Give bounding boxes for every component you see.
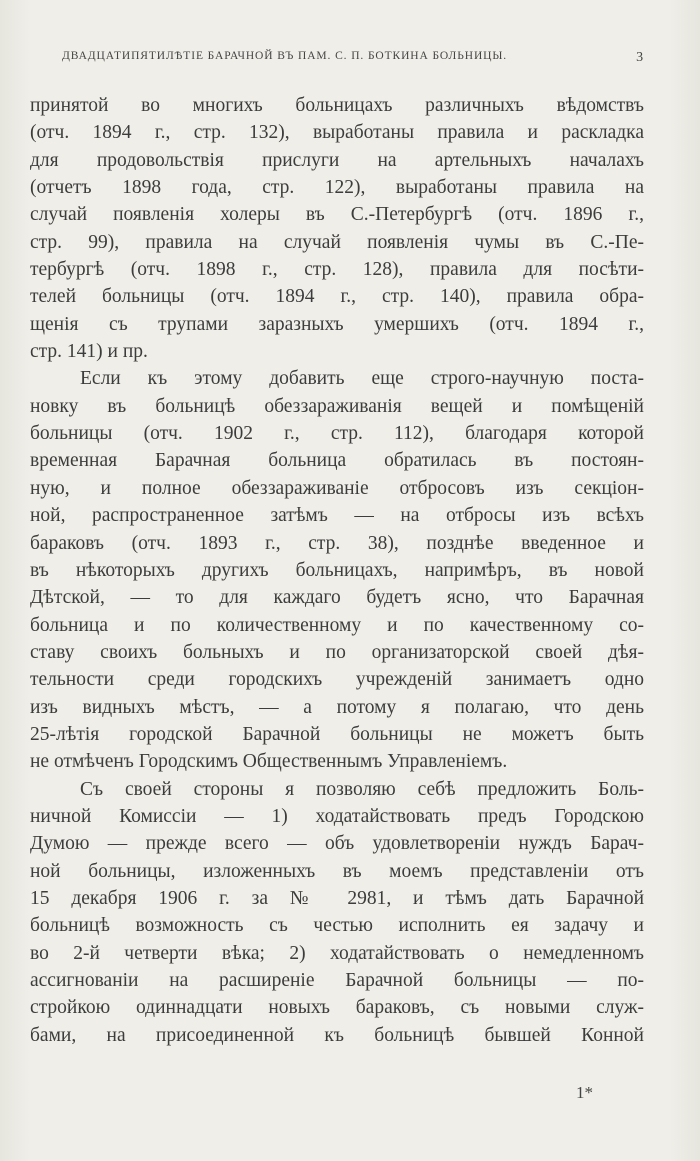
text-line: тельности среди городскихъ учрежденій занимаетъ одно — [30, 669, 644, 691]
text-line: стр. 141) и пр. — [30, 341, 148, 363]
paragraph-first-line: Если къ этому добавить еще строго-научную поста- — [80, 368, 644, 390]
page-header — [62, 50, 644, 70]
text-line: новку въ больницѣ обеззараживанія вещей и помѣщеній — [30, 395, 644, 417]
text-line: во 2-й четверти вѣка; 2) ходатайствовать о немедленномъ — [30, 942, 644, 964]
text-line: 25-лѣтія городской Барачной больницы не можетъ быть — [30, 723, 644, 745]
text-line: ную, и полное обеззараживаніе отбросовъ изъ секціон- — [30, 477, 644, 499]
text-line: Думою — прежде всего — объ удовлетвореніи нуждъ Барач- — [30, 833, 644, 855]
text-line: ассигнованіи на расширеніе Барачной больницы — по- — [30, 970, 644, 991]
paragraph-first-line: Съ своей стороны я позволяю себѣ предложить Боль- — [80, 778, 644, 800]
body-text — [30, 92, 644, 1049]
page-number: 3 — [636, 50, 644, 65]
text-line: ничной Комиссіи — 1) ходатайствовать предъ Городскою — [30, 805, 644, 827]
text-line: изъ видныхъ мѣстъ, — а потому я полагаю, что день — [30, 696, 644, 718]
text-line: ной больницы, изложенныхъ въ моемъ представленіи отъ — [30, 860, 644, 882]
text-line: для продовольствія прислуги на артельныхъ началахъ — [30, 149, 644, 171]
text-line: щенія съ трупами заразныхъ умершихъ (отч. 1894 г., — [30, 313, 644, 335]
text-line: стройкою одиннадцати новыхъ бараковъ, съ новыми служ- — [30, 997, 644, 1019]
text-line: больницѣ возможность съ честью исполнить ея задачу и — [30, 915, 644, 937]
text-line: Дѣтской, — то для каждаго будетъ ясно, что Барачная — [30, 587, 644, 609]
text-line: ставу своихъ больныхъ и по организаторской своей дѣя- — [30, 641, 644, 663]
text-line: случай появленія холеры въ С.-Петербургѣ (отч. 1896 г., — [30, 204, 644, 226]
text-line: больница и по количественному и по качественному со- — [30, 614, 644, 636]
text-line: (отч. 1894 г., стр. 132), выработаны правила и раскладка — [30, 122, 644, 144]
text-line: больницы (отч. 1902 г., стр. 112), благодаря которой — [30, 423, 644, 445]
running-title: ДВАДЦАТИПЯТИЛѢТІЕ БАРАЧНОЙ ВЪ ПАМ. С. П. БОТКИНА БОЛЬНИЦЫ. — [62, 50, 508, 62]
text-line: ной, распространенное затѣмъ — на отбросы изъ всѣхъ — [30, 505, 644, 527]
text-line: тербургѣ (отч. 1898 г., стр. 128), правила для посѣти- — [30, 259, 644, 281]
text-line: бараковъ (отч. 1893 г., стр. 38), позднѣе введенное и — [30, 532, 644, 554]
text-line: временная Барачная больница обратилась въ постоян- — [30, 450, 644, 472]
signature-mark: 1* — [576, 1083, 593, 1102]
text-line: стр. 99), правила на случай появленія чумы въ С.-Пе- — [30, 231, 644, 253]
text-line: бами, на присоединенной къ больницѣ бывшей Конной — [30, 1024, 644, 1046]
text-line: принятой во многихъ больницахъ различныхъ вѣдомствъ — [30, 95, 644, 116]
text-line: (отчетъ 1898 года, стр. 122), выработаны правила на — [30, 177, 644, 199]
text-line: не отмѣченъ Городскимъ Общественнымъ Управленіемъ. — [30, 751, 508, 773]
text-line: телей больницы (отч. 1894 г., стр. 140), правила обра- — [30, 286, 644, 308]
text-line: 15 декабря 1906 г. за № 2981, и тѣмъ дать Барачной — [30, 887, 644, 909]
text-line: въ нѣкоторыхъ другихъ больницахъ, напримѣръ, въ новой — [30, 559, 644, 581]
